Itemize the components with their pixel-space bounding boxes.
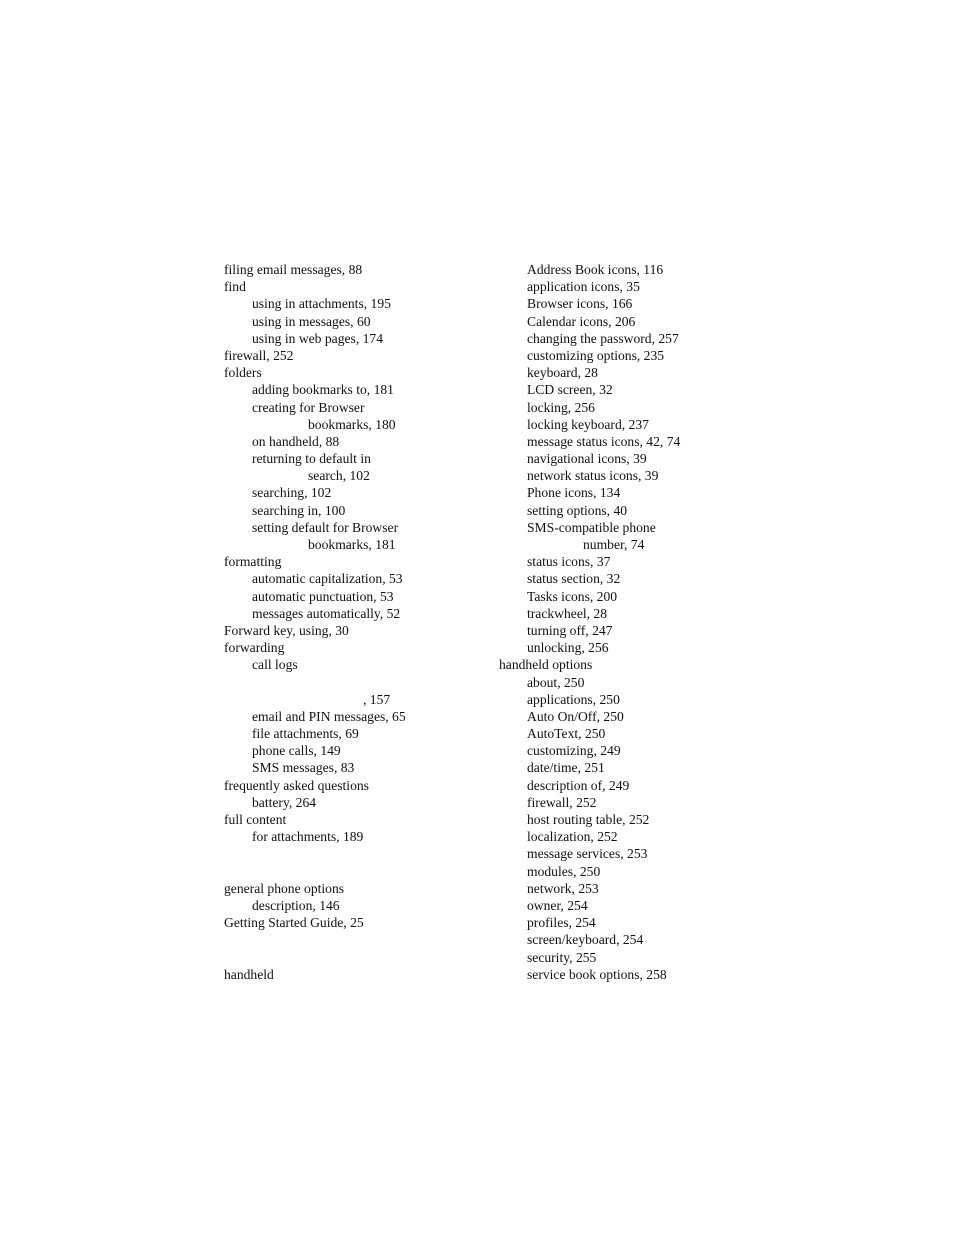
- index-subentry: searching in, 100: [252, 502, 346, 518]
- index-subentry: adding bookmarks to, 181: [252, 382, 394, 398]
- index-subentry: trackwheel, 28: [527, 605, 608, 621]
- index-subentry: number, 74: [583, 537, 645, 552]
- index-subentry: automatic punctuation, 53: [252, 588, 394, 604]
- index-column-right: [499, 261, 799, 983]
- index-subentry: file attachments, 69: [252, 726, 359, 742]
- index-entry: find: [224, 279, 246, 295]
- index-subentry: messages automatically, 52: [252, 605, 401, 621]
- index-subentry: description of, 249: [527, 777, 630, 793]
- index-subentry: LCD screen, 32: [527, 382, 613, 398]
- index-entry: folders: [224, 365, 262, 381]
- index-subentry: setting options, 40: [527, 502, 628, 518]
- index-subentry: network status icons, 39: [527, 468, 659, 484]
- index-subentry: message services, 253: [527, 846, 648, 862]
- index-subentry: search, 102: [308, 468, 370, 484]
- index-subentry: call logs: [252, 657, 298, 673]
- index-entry: Forward key, using, 30: [224, 622, 349, 638]
- index-subentry: bookmarks, 181: [308, 537, 396, 552]
- index-subentry: security, 255: [527, 949, 597, 965]
- index-subentry: for attachments, 189: [252, 829, 364, 845]
- index-subentry: screen/keyboard, 254: [527, 932, 644, 948]
- index-entry: Getting Started Guide, 25: [224, 915, 364, 931]
- index-subentry: customizing, 249: [527, 743, 621, 759]
- index-entry: full content: [224, 812, 287, 827]
- index-subentry: firewall, 252: [527, 794, 597, 810]
- index-subentry: host routing table, 252: [527, 812, 650, 827]
- index-subentry: unlocking, 256: [527, 640, 609, 656]
- index-entry: handheld options: [499, 657, 593, 673]
- index-subentry: Auto On/Off, 250: [527, 708, 624, 724]
- index-entry: [224, 949, 484, 966]
- index-subentry: Browser icons, 166: [527, 296, 633, 312]
- index-column-left: [224, 261, 484, 983]
- index-entry: general phone options: [224, 880, 345, 896]
- index-subentry: returning to default in: [252, 451, 371, 467]
- index-subentry: about, 250: [527, 674, 585, 690]
- index-subentry: email and PIN messages, 65: [252, 708, 406, 724]
- index-subentry: keyboard, 28: [527, 365, 598, 381]
- index-subentry: using in web pages, 174: [252, 330, 384, 346]
- index-entry: handheld: [224, 966, 274, 982]
- index-subentry: modules, 250: [527, 863, 601, 879]
- index-subentry: SMS messages, 83: [252, 760, 355, 776]
- index-subentry: Address Book icons, 116: [527, 262, 664, 277]
- index-entry: [224, 674, 484, 691]
- index-subentry: locking, 256: [527, 399, 595, 415]
- index-subentry: turning off, 247: [527, 622, 613, 638]
- index-subentry: locking keyboard, 237: [527, 416, 649, 432]
- index-subentry: message status icons, 42, 74: [527, 433, 681, 449]
- index-subentry: SMS-compatible phone: [527, 519, 656, 535]
- index-subentry: applications, 250: [527, 691, 620, 707]
- index-subentry: customizing options, 235: [527, 347, 665, 363]
- index-subentry: using in attachments, 195: [252, 296, 391, 312]
- index-subentry: bookmarks, 180: [308, 416, 396, 432]
- index-entry: formatting: [224, 554, 282, 570]
- index-subentry: Phone icons, 134: [527, 485, 621, 501]
- index-subentry: service book options, 258: [527, 966, 667, 982]
- index-subentry: status section, 32: [527, 571, 621, 587]
- index-subentry: owner, 254: [527, 897, 588, 913]
- index-subentry: phone calls, 149: [252, 743, 341, 759]
- index-entry: [224, 931, 484, 948]
- index-subentry: status icons, 37: [527, 554, 611, 570]
- index-subentry: Calendar icons, 206: [527, 313, 636, 329]
- index-entry: [224, 845, 484, 862]
- index-entry: firewall, 252: [224, 347, 294, 363]
- index-subentry: searching, 102: [252, 485, 332, 501]
- index-subentry: using in messages, 60: [252, 313, 371, 329]
- index-subentry: battery, 264: [252, 794, 317, 810]
- index-subentry: description, 146: [252, 897, 340, 913]
- index-subentry: creating for Browser: [252, 399, 365, 415]
- index-entry: frequently asked questions: [224, 777, 369, 793]
- index-subentry: localization, 252: [527, 829, 618, 845]
- index-subentry: application icons, 35: [527, 279, 640, 295]
- index-subentry: automatic capitalization, 53: [252, 571, 403, 587]
- index-entry: forwarding: [224, 640, 285, 656]
- index-subentry: Tasks icons, 200: [527, 588, 618, 604]
- index-entry: [224, 863, 484, 880]
- index-subentry: date/time, 251: [527, 760, 605, 776]
- index-subentry: on handheld, 88: [252, 433, 340, 449]
- index-entry: filing email messages, 88: [224, 262, 363, 277]
- index-subentry: setting default for Browser: [252, 519, 399, 535]
- index-subentry: , 157: [363, 691, 391, 707]
- index-subentry: changing the password, 257: [527, 330, 679, 346]
- index-subentry: network, 253: [527, 880, 599, 896]
- index-subentry: navigational icons, 39: [527, 451, 647, 467]
- index-subentry: AutoText, 250: [527, 726, 606, 742]
- index-subentry: profiles, 254: [527, 915, 596, 931]
